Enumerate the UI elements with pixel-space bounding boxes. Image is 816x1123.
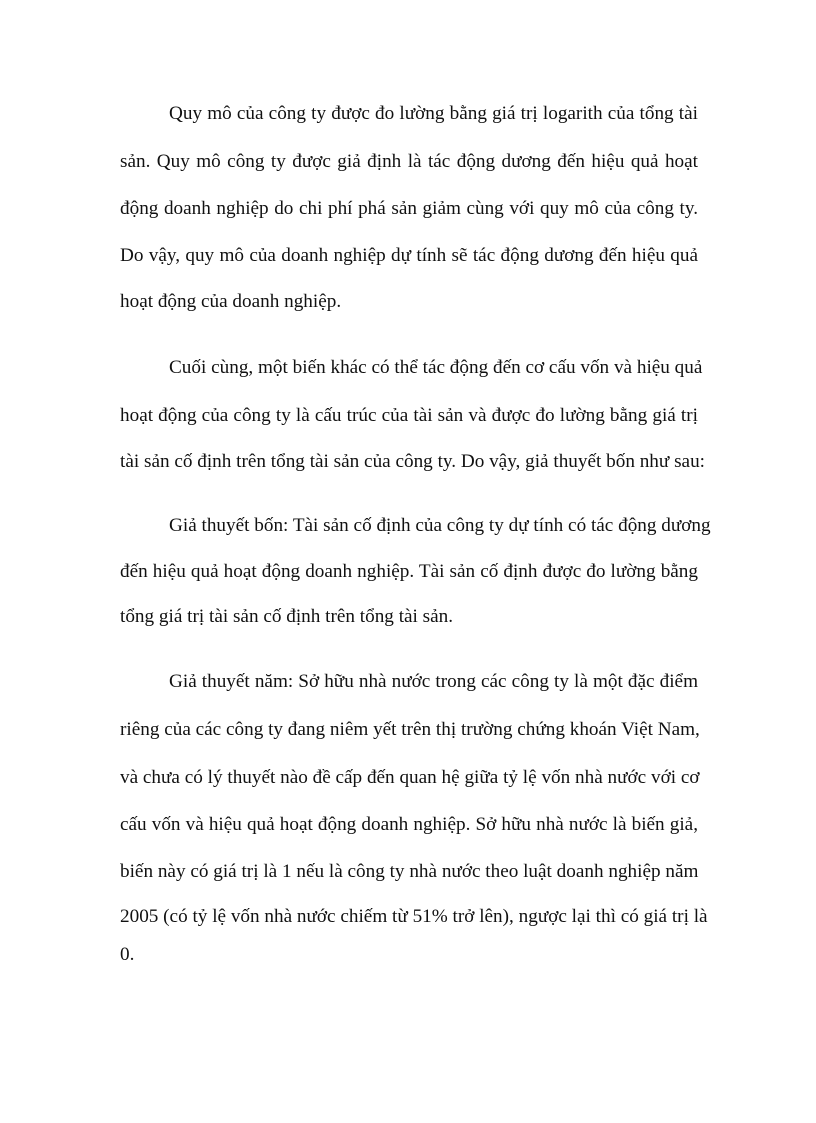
paragraph-line: đến hiệu quả hoạt động doanh nghiệp. Tài sản cố định được đo lường bằng: [120, 561, 698, 582]
paragraph-line: Giả thuyết năm: Sở hữu nhà nước trong các công ty là một đặc điểm: [169, 671, 698, 692]
paragraph-line: hoạt động của công ty là cấu trúc của tài sản và được đo lường bằng giá trị: [120, 405, 698, 426]
paragraph-line: 0.: [120, 944, 135, 965]
paragraph-line: hoạt động của doanh nghiệp.: [120, 291, 342, 312]
paragraph-line: riêng của các công ty đang niêm yết trên thị trường chứng khoán Việt Nam,: [120, 719, 700, 740]
paragraph-line: Giả thuyết bốn: Tài sản cố định của công ty dự tính có tác động dương: [169, 515, 711, 536]
paragraph-line: và chưa có lý thuyết nào đề cấp đến quan hệ giữa tỷ lệ vốn nhà nước với cơ: [120, 767, 700, 788]
paragraph-line: tổng giá trị tài sản cố định trên tổng tài sản.: [120, 606, 454, 627]
paragraph-line: biến này có giá trị là 1 nếu là công ty nhà nước theo luật doanh nghiệp năm: [120, 861, 699, 882]
paragraph-line: Do vậy, quy mô của doanh nghiệp dự tính sẽ tác động dương đến hiệu quả: [120, 245, 698, 266]
paragraph-line: động doanh nghiệp do chi phí phá sản giảm cùng với quy mô của công ty.: [120, 198, 698, 219]
paragraph-line: Quy mô của công ty được đo lường bằng giá trị logarith của tổng tài: [169, 103, 698, 124]
paragraph-line: Cuối cùng, một biến khác có thể tác động đến cơ cấu vốn và hiệu quả: [169, 357, 703, 378]
paragraph-line: tài sản cố định trên tổng tài sản của công ty. Do vậy, giả thuyết bốn như sau:: [120, 451, 706, 472]
paragraph-line: 2005 (có tỷ lệ vốn nhà nước chiếm từ 51% trở lên), ngược lại thì có giá trị là: [120, 906, 708, 927]
paragraph-line: cấu vốn và hiệu quả hoạt động doanh nghiệp. Sở hữu nhà nước là biến giả,: [120, 814, 698, 835]
paragraph-line: sản. Quy mô công ty được giả định là tác động dương đến hiệu quả hoạt: [120, 151, 698, 172]
